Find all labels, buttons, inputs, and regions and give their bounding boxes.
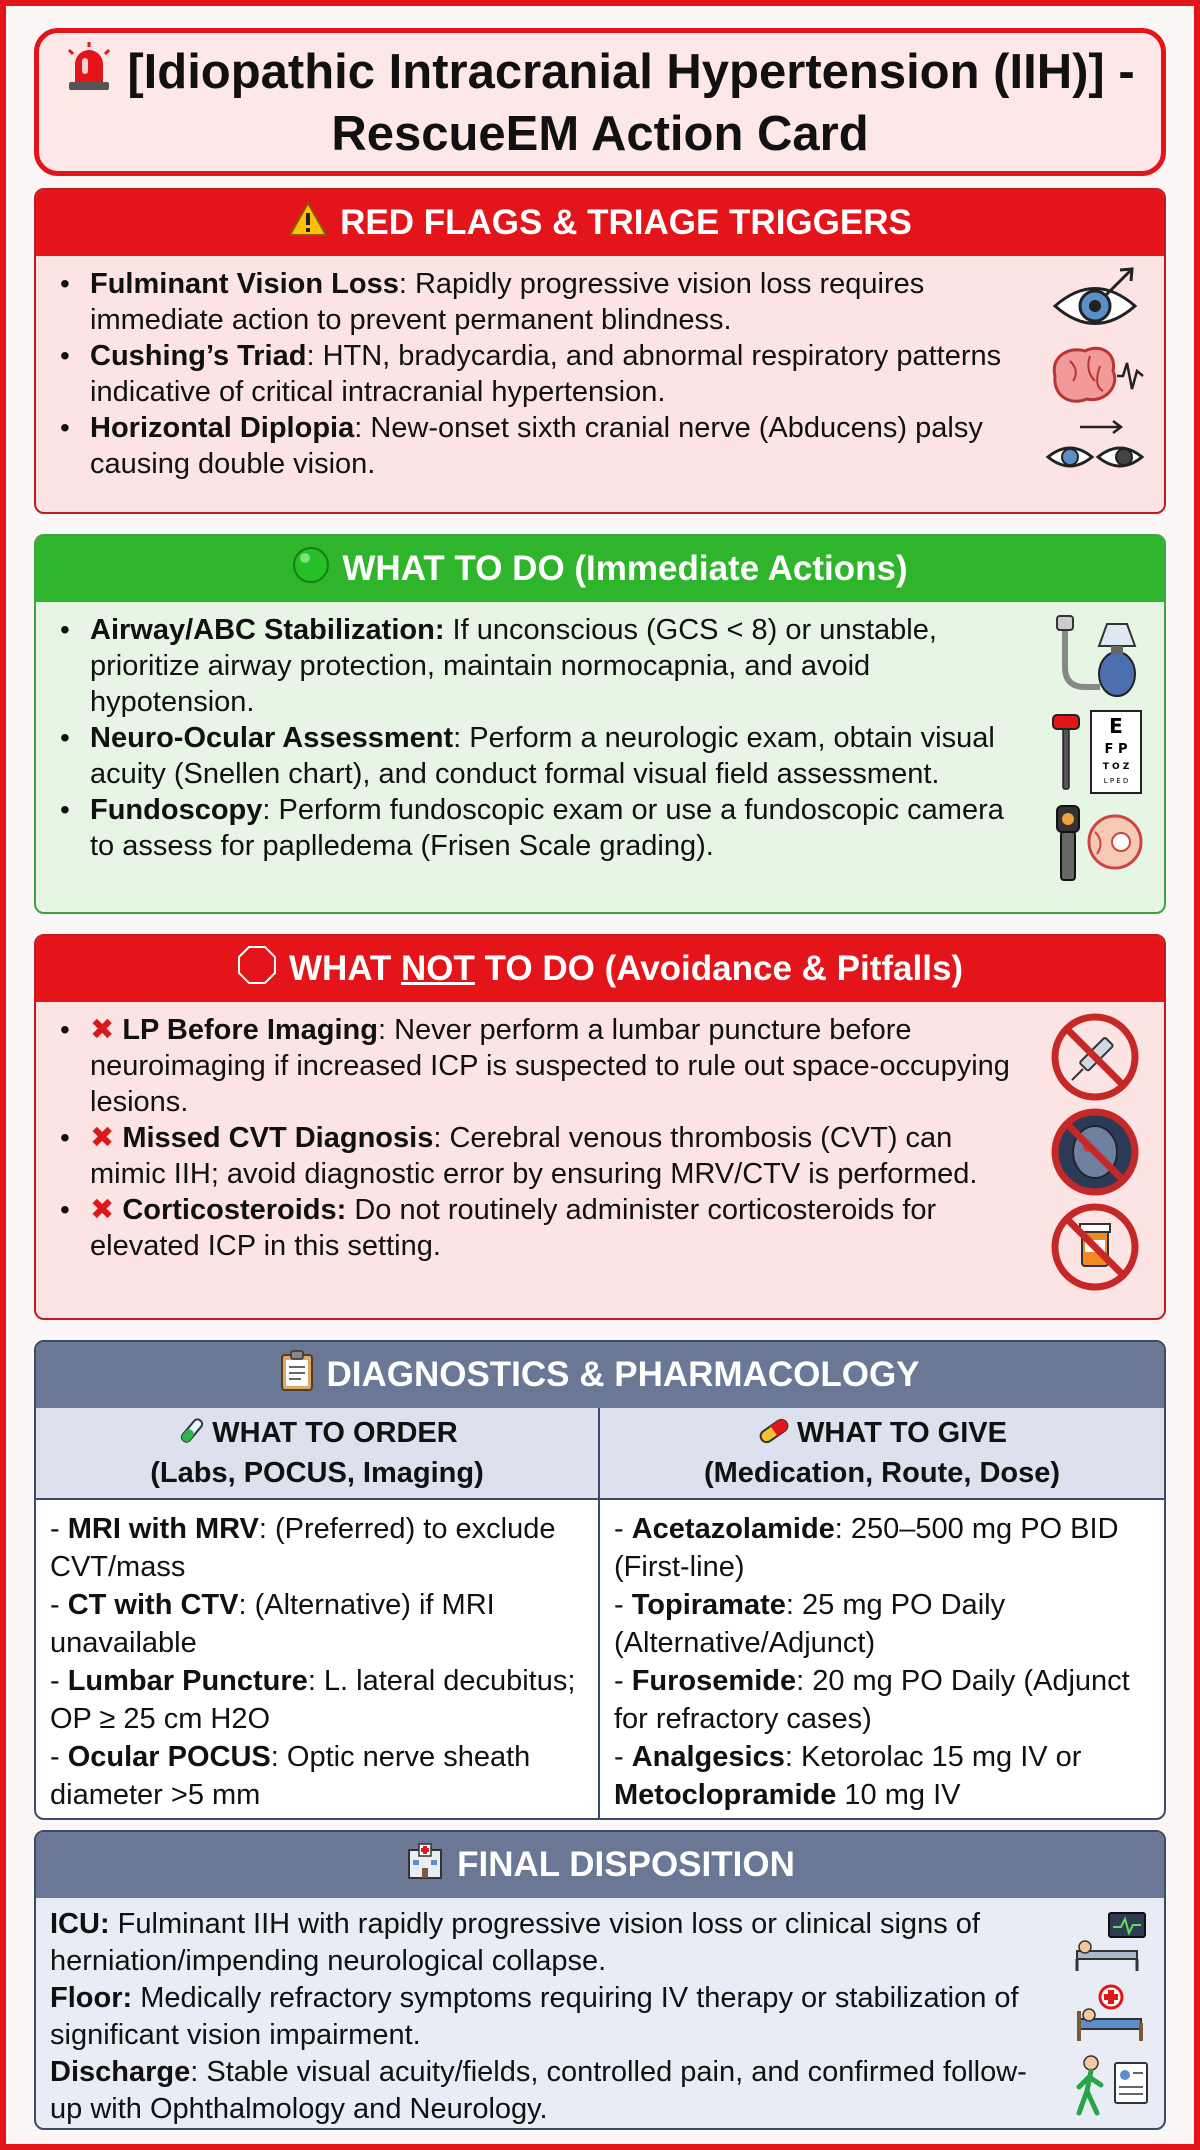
list-item: - Acetazolamide: 250–500 mg PO BID (First-line) <box>614 1513 1119 1583</box>
cross-mark-icon: ✖ <box>90 1014 115 1046</box>
red-flags-section <box>34 188 1166 514</box>
list-item: - CT with CTV: (Alternative) if MRI unavailable <box>50 1589 495 1659</box>
list-item: • ✖ Missed CVT Diagnosis: Cerebral venous thrombosis (CVT) can mimic IIH; avoid diagnostic error by ensuring MRV/CTV is performed. <box>54 1120 1024 1192</box>
list-item: • Neuro-Ocular Assessment: Perform a neurologic exam, obtain visual acuity (Snellen chart), and conduct formal visual field assessment. <box>54 720 1024 792</box>
list-item: • Horizontal Diplopia: New-onset sixth cranial nerve (Abducens) palsy causing double vision. <box>54 410 1024 482</box>
reflex-hammer-snellen-icon <box>1045 707 1145 802</box>
what-to-do-section <box>34 534 1166 914</box>
brain-waveform-icon <box>1045 341 1145 416</box>
svg-text:L P E D: L P E D <box>1103 777 1129 785</box>
eye-arrow-icon <box>1050 266 1140 341</box>
diagnostics-grid <box>36 1408 1164 1820</box>
give-column-title: WHAT TO GIVE <box>797 1417 1007 1449</box>
stop-sign-icon <box>237 945 277 994</box>
list-item: Floor: Medically refractory symptoms requiring IV therapy or stabilization of significant vision impairment. <box>50 1982 1019 2051</box>
order-column-header <box>36 1408 598 1500</box>
double-eyes-icon <box>1045 417 1145 482</box>
list-item: • Airway/ABC Stabilization: If unconscious (GCS < 8) or unstable, prioritize airway protection, maintain normocapnia, and avoid hypotension. <box>54 612 1024 720</box>
clipboard-icon <box>280 1350 314 1401</box>
title-text: [Idiopathic Intracranial Hypertension (IIH)] - RescueEM Action Card <box>127 44 1135 161</box>
disposition-header <box>36 1832 1164 1898</box>
what-not-to-do-icons <box>1040 1012 1150 1264</box>
order-column-subtitle: (Labs, POCUS, Imaging) <box>150 1457 484 1489</box>
pill-icon <box>757 1416 791 1455</box>
svg-text:F P: F P <box>1104 742 1128 757</box>
green-circle-icon <box>292 546 330 593</box>
diagnostics-title: DIAGNOSTICS & PHARMACOLOGY <box>326 1355 920 1394</box>
list-item: - MRI with MRV: (Preferred) to exclude CVT/mass <box>50 1513 556 1583</box>
no-brain-scan-icon <box>1050 1107 1140 1202</box>
list-item: • Cushing’s Triad: HTN, bradycardia, and abnormal respiratory patterns indicative of critical intracranial hypertension. <box>54 338 1024 410</box>
what-not-to-do-title: WHAT NOT TO DO (Avoidance & Pitfalls) <box>288 949 964 988</box>
red-flags-header <box>36 190 1164 256</box>
list-item: - Analgesics: Ketorolac 15 mg IV or Metoclopramide 10 mg IV <box>614 1741 1082 1811</box>
list-item: ICU: Fulminant IIH with rapidly progressive vision loss or clinical signs of herniation/impending neurological collapse. <box>50 1908 980 1977</box>
list-item: - Ocular POCUS: Optic nerve sheath diameter >5 mm <box>50 1741 531 1811</box>
disposition-title: FINAL DISPOSITION <box>457 1845 795 1884</box>
list-item: - Topiramate: 25 mg PO Daily (Alternative/Adjunct) <box>614 1589 1006 1659</box>
hospital-bed-icon <box>1071 1983 1151 2048</box>
what-to-do-icons <box>1040 612 1150 864</box>
siren-icon <box>65 42 113 105</box>
diagnostics-section <box>34 1340 1166 1820</box>
red-flags-title: RED FLAGS & TRIAGE TRIGGERS <box>340 203 912 242</box>
order-column-title: WHAT TO ORDER <box>212 1417 458 1449</box>
disposition-icons <box>1066 1908 1156 2126</box>
list-item: • Fulminant Vision Loss: Rapidly progressive vision loss requires immediate action to prevent permanent blindness. <box>54 266 1024 338</box>
no-needle-icon <box>1050 1012 1140 1107</box>
test-tube-icon <box>176 1416 206 1455</box>
what-not-to-do-list <box>54 1012 1024 1264</box>
red-flags-body <box>36 256 1164 492</box>
give-column-header <box>600 1408 1164 1500</box>
list-item: - Furosemide: 20 mg PO Daily (Adjunct for refractory cases) <box>614 1665 1130 1735</box>
what-to-do-body <box>36 602 1164 874</box>
svg-text:E: E <box>1109 714 1123 738</box>
ophthalmoscope-icon <box>1045 802 1145 887</box>
what-not-to-do-section <box>34 934 1166 1320</box>
walking-patient-icon <box>1071 2053 1151 2124</box>
give-column-body <box>600 1500 1164 1820</box>
page-title <box>60 42 1140 163</box>
what-to-do-header <box>36 536 1164 602</box>
list-item: - Lumbar Puncture: L. lateral decubitus; OP ≥ 25 cm H2O <box>50 1665 576 1735</box>
give-column-subtitle: (Medication, Route, Dose) <box>703 1457 1061 1489</box>
list-item: • Fundoscopy: Perform fundoscopic exam or use a fundoscopic camera to assess for paplledema (Frisen Scale grading). <box>54 792 1024 864</box>
hospital-icon <box>405 1842 445 1889</box>
list-item: • ✖ Corticosteroids: Do not routinely administer corticosteroids for elevated ICP in this setting. <box>54 1192 1024 1264</box>
svg-text:T O Z: T O Z <box>1102 762 1130 772</box>
order-column <box>36 1408 600 1820</box>
red-flags-icons <box>1040 266 1150 482</box>
what-not-to-do-header <box>36 936 1164 1002</box>
title-banner <box>34 28 1166 176</box>
diagnostics-header <box>36 1342 1164 1408</box>
no-pill-bottle-icon <box>1050 1202 1140 1297</box>
what-not-to-do-body <box>36 1002 1164 1274</box>
list-item: Discharge: Stable visual acuity/fields, controlled pain, and confirmed follow-up with Ophthalmology and Neurology. <box>50 2056 1027 2125</box>
red-flags-list <box>54 266 1024 482</box>
what-to-do-title: WHAT TO DO (Immediate Actions) <box>342 549 908 588</box>
give-column <box>600 1408 1164 1820</box>
what-to-do-list <box>54 612 1024 864</box>
icu-bed-monitor-icon <box>1071 1911 1151 1978</box>
list-item: • ✖ LP Before Imaging: Never perform a lumbar puncture before neuroimaging if increased ICP is suspected to rule out space-occupying lesions. <box>54 1012 1024 1120</box>
bag-valve-mask-icon <box>1045 612 1145 707</box>
warning-icon <box>288 201 328 246</box>
cross-mark-icon: ✖ <box>90 1122 115 1154</box>
cross-mark-icon: ✖ <box>90 1194 115 1226</box>
disposition-section <box>34 1830 1166 2130</box>
disposition-body <box>36 1898 1164 2130</box>
order-column-body <box>36 1500 598 1820</box>
